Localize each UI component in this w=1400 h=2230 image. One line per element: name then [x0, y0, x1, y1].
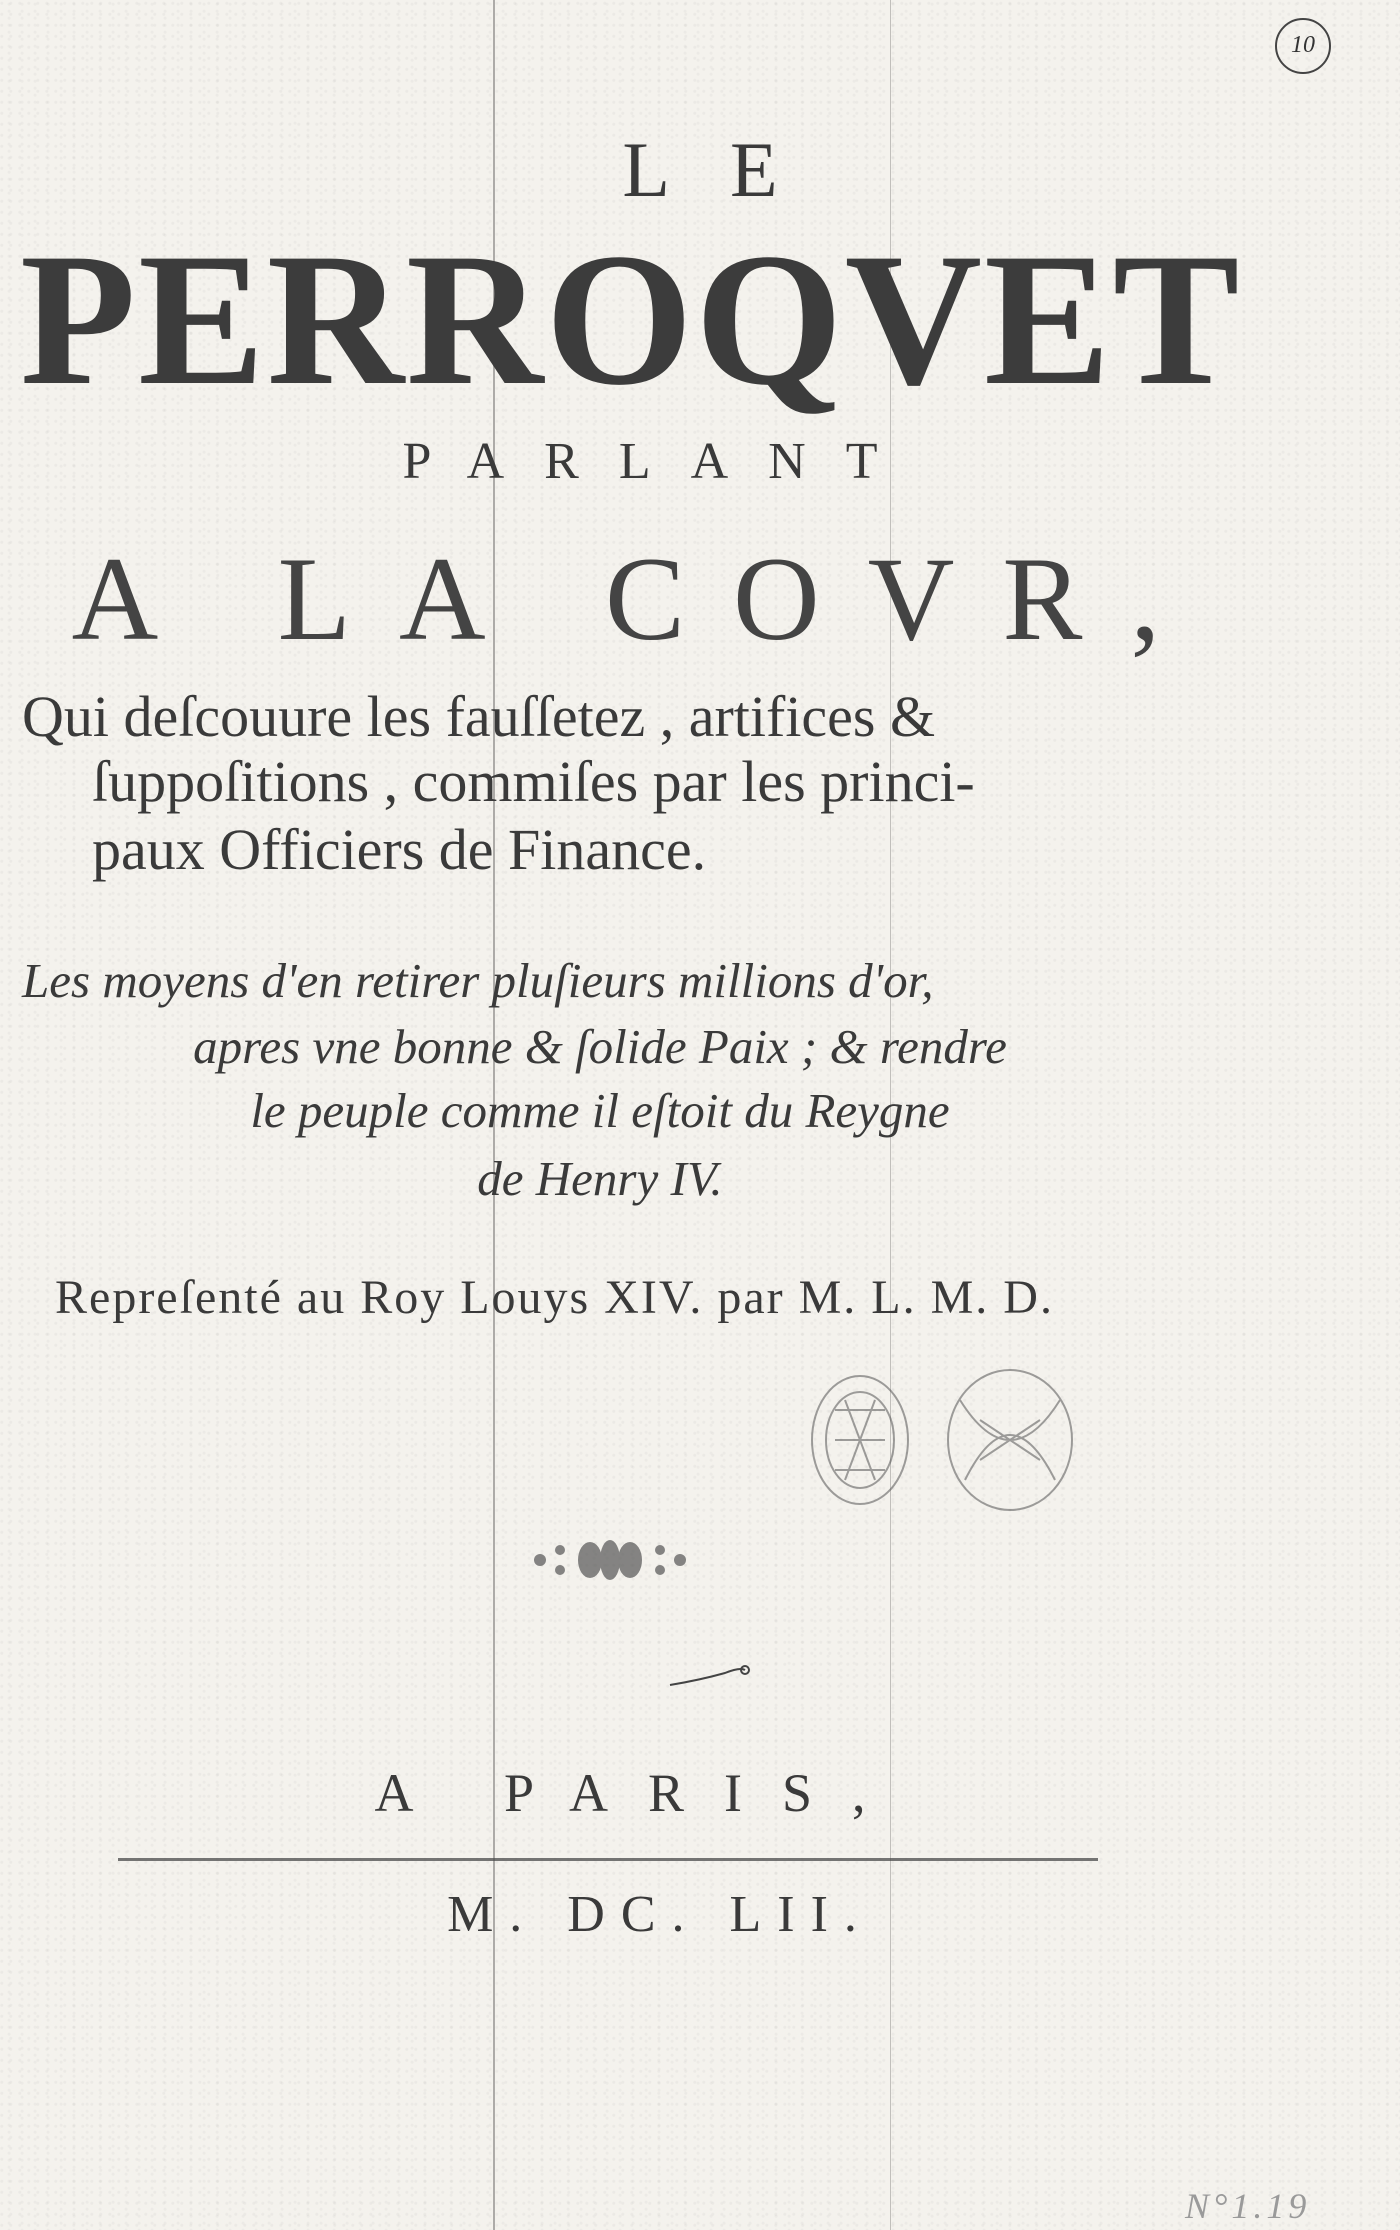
title-parlant: PARLANT	[402, 433, 918, 490]
description-line-3: paux Officiers de Finance.	[92, 817, 707, 882]
italic-line-1: Les moyens d'en retirer pluſieurs millions d'or,	[22, 953, 934, 1008]
italic-line-2: apres vne bonne & ſolide Paix ; & rendre	[193, 1019, 1007, 1074]
title-le: LE	[622, 126, 838, 213]
italic-line-4: de Henry IV.	[477, 1151, 723, 1206]
shelfmark: N°1.19	[1185, 2186, 1311, 2226]
library-stamp-icon	[800, 1360, 1090, 1520]
title-main: PERROQVET	[20, 215, 1242, 425]
ink-mark-icon	[665, 1655, 755, 1695]
title-a-la-cour: A LA COVR,	[71, 532, 1209, 665]
printer-ornament-icon	[520, 1530, 700, 1590]
description-line-1: Qui deſcouure les fauſſetez , artifices &	[22, 684, 936, 749]
italic-line-3: le peuple comme il eſtoit du Reygne	[250, 1083, 950, 1138]
dedication-line: Repreſenté au Roy Louys XIV. par M. L. M. D.	[55, 1271, 1054, 1324]
folio-number: 10	[1275, 18, 1331, 74]
imprint-date: M. DC. LII.	[447, 1886, 873, 1943]
imprint-place: A PARIS,	[374, 1763, 906, 1823]
description-line-2: ſuppoſitions , commiſes par les princi-	[92, 749, 975, 814]
imprint-rule	[118, 1858, 1098, 1861]
